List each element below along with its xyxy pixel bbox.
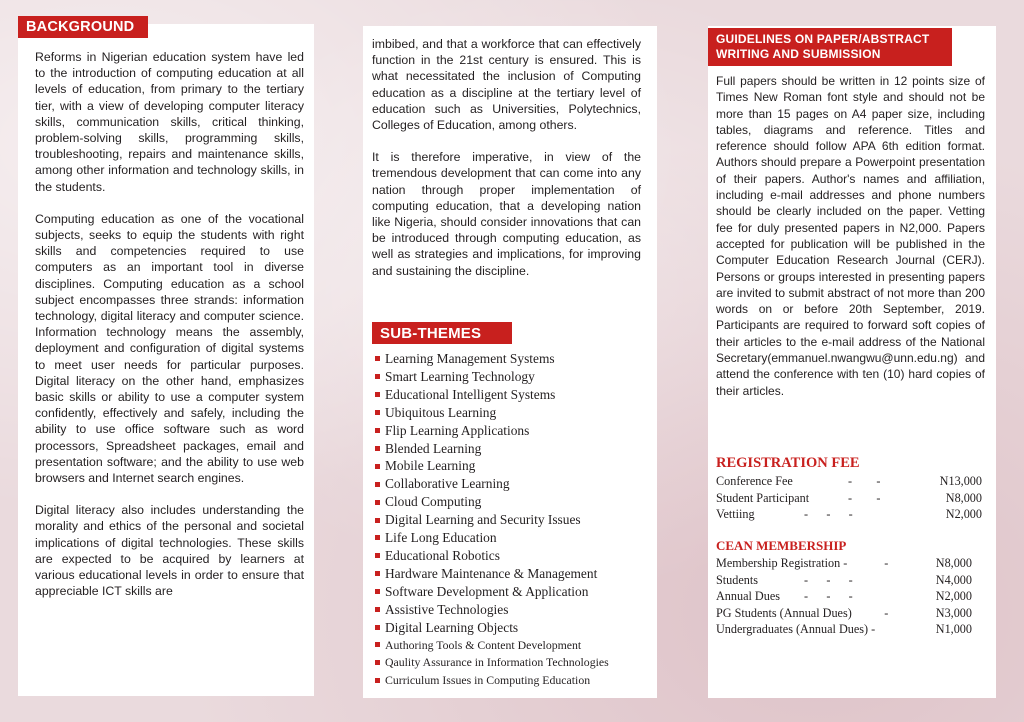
fee-amount: N1,000 [935, 622, 972, 637]
fee-dots: - - - [804, 572, 853, 587]
square-bullet-icon [375, 374, 380, 379]
fee-label: Annual Dues [716, 589, 780, 604]
registration-fee-table [716, 473, 986, 523]
fee-dots: - - - [804, 507, 853, 522]
list-item: Digital Learning Objects [375, 619, 655, 637]
fee-amount: N8,000 [945, 490, 982, 505]
square-bullet-icon [375, 607, 380, 612]
sub-themes-list [375, 350, 655, 690]
guidelines-heading-line: WRITING AND SUBMISSION [716, 47, 881, 61]
fee-dots: - [866, 556, 889, 570]
fee-label: Membership Registration - [716, 556, 848, 570]
list-item: Educational Robotics [375, 547, 655, 565]
background-heading: BACKGROUND [18, 16, 148, 38]
table-row [716, 588, 986, 605]
square-bullet-icon [375, 356, 380, 361]
fee-dots: - - [848, 490, 881, 505]
square-bullet-icon [375, 446, 380, 451]
list-item: Life Long Education [375, 529, 655, 547]
fee-amount: N3,000 [935, 605, 972, 620]
guidelines-heading-line: GUIDELINES ON PAPER/ABSTRACT [716, 32, 930, 46]
square-bullet-icon [375, 500, 380, 505]
square-bullet-icon [375, 678, 380, 683]
guidelines-text: Full papers should be written in 12 points size of Times New Roman font style and should not be more than 15 pages on A4 paper size, including tables, diagrams and reference. Titles and reference should follow APA 6th edition format. Authors should prepare a Powerpoint presentation of their papers. Author's names and affiliation, including e-mail addresses and phone numbers should be clearly included on the paper. Vetting fee for duly presented papers in N2,000. Papers accepted for publication will be published in the Computer Education Research Journal (CERJ). Persons or groups interested in presenting papers are invited to submit abstract of not more than 200 words on or before 20th September, 2019. Participants are required to forward soft copies of their articles to the e-mail address of the National Secretary(emmanuel.nwangwu@unn.edu.ng) and attend the conference with ten (10) hard copies of their articles. [716, 74, 985, 398]
table-row [716, 572, 986, 589]
list-item: Learning Management Systems [375, 350, 655, 368]
continued-paragraph: It is therefore imperative, in view of the tremendous development that can come into any nation through proper implementation of computing education, that a developing nation like Nigeria, should consider innovations that can be introduced through computing education, as well as strategies and implications, for improving and sustaining the discipline. [372, 150, 641, 278]
square-bullet-icon [375, 392, 380, 397]
fee-amount: N2,000 [935, 589, 972, 604]
list-item: Flip Learning Applications [375, 422, 655, 440]
square-bullet-icon [375, 660, 380, 665]
fee-label: Conference Fee [716, 474, 793, 488]
list-item: Mobile Learning [375, 457, 655, 475]
fee-amount: N2,000 [945, 507, 982, 522]
continued-text [372, 36, 641, 295]
fee-amount: N13,000 [939, 474, 982, 488]
guidelines-heading [708, 28, 952, 66]
sub-themes-heading: SUB-THEMES [372, 322, 512, 344]
fee-dots: - [866, 605, 889, 620]
square-bullet-icon [375, 410, 380, 415]
square-bullet-icon [375, 482, 380, 487]
table-row [716, 555, 986, 572]
list-item: Smart Learning Technology [375, 368, 655, 386]
list-item: Curriculum Issues in Computing Education [375, 672, 655, 690]
square-bullet-icon [375, 642, 380, 647]
fee-label: Undergraduates (Annual Dues) - [716, 622, 876, 637]
background-paragraph: Computing education as one of the vocational subjects, seeks to equip the students with right skills and competencies required to use computers as an important tool in diverse disciplines. Computing education as a school subject encompasses three strands: information technology, digital literacy and computer science. Information technology means the assembly, deployment and configuration of digital systems to meet user needs for particular purposes. Digital literacy on the other hand, emphasizes basic skills or ability to use a computer system confidently, effectively and safely, including the ability to use office software such as word processors, Spreadsheet packages, email and presentation software; and the ability to use web browsers and Internet search engines. [35, 211, 304, 486]
registration-fee-heading: REGISTRATION FEE [716, 455, 860, 471]
square-bullet-icon [375, 553, 380, 558]
cean-membership-heading: CEAN MEMBERSHIP [716, 538, 847, 553]
list-item: Blended Learning [375, 440, 655, 458]
list-item: Digital Learning and Security Issues [375, 511, 655, 529]
square-bullet-icon [375, 464, 380, 469]
table-row [716, 506, 986, 523]
cean-membership-table [716, 555, 986, 638]
list-item: Assistive Technologies [375, 601, 655, 619]
background-paragraph: Reforms in Nigerian education system have led to the introduction of computing education at all levels of education, from primary to the tertiary tier, with a view of developing computer literacy skills, communication skills, critical thinking, problem-solving skills, programming skills, troubleshooting, repairs and maintenance skills, among other information and technology skills, in the students. [35, 50, 304, 194]
background-paragraph: Digital literacy also includes understanding the morality and ethics of the personal and societal implications of digital technologies. These skills are expected to be acquired by learners at various educational levels in order to ensure that appreciable ICT skills are [35, 503, 304, 599]
square-bullet-icon [375, 535, 380, 540]
list-item: Software Development & Application [375, 583, 655, 601]
fee-dots: - - - [804, 589, 853, 604]
fee-label: Vettiing [716, 507, 755, 522]
table-row [716, 490, 986, 507]
list-item: Authoring Tools & Content Development [375, 637, 655, 655]
square-bullet-icon [375, 571, 380, 576]
list-item: Qaulity Assurance in Information Technologies [375, 654, 655, 672]
table-row [716, 605, 986, 622]
table-row [716, 473, 986, 490]
continued-paragraph: imbibed, and that a workforce that can effectively function in the 21st century is ensured. This is what necessitated the inclusion of Computing education as a discipline at the tertiary level of education such as Universities, Polytechnics, Colleges of Education, among others. [372, 37, 641, 133]
list-item: Hardware Maintenance & Management [375, 565, 655, 583]
fee-label: PG Students (Annual Dues) [716, 605, 852, 620]
background-text [35, 49, 304, 616]
list-item: Ubiquitous Learning [375, 404, 655, 422]
fee-dots: - - [848, 474, 881, 488]
list-item: Educational Intelligent Systems [375, 386, 655, 404]
fee-label: Student Participant [716, 490, 810, 505]
fee-label: Students [716, 572, 758, 587]
square-bullet-icon [375, 428, 380, 433]
list-item: Collaborative Learning [375, 475, 655, 493]
table-row [716, 621, 986, 638]
fee-amount: N8,000 [935, 556, 972, 570]
square-bullet-icon [375, 518, 380, 523]
list-item: Cloud Computing [375, 493, 655, 511]
fee-amount: N4,000 [935, 572, 972, 587]
square-bullet-icon [375, 625, 380, 630]
square-bullet-icon [375, 589, 380, 594]
